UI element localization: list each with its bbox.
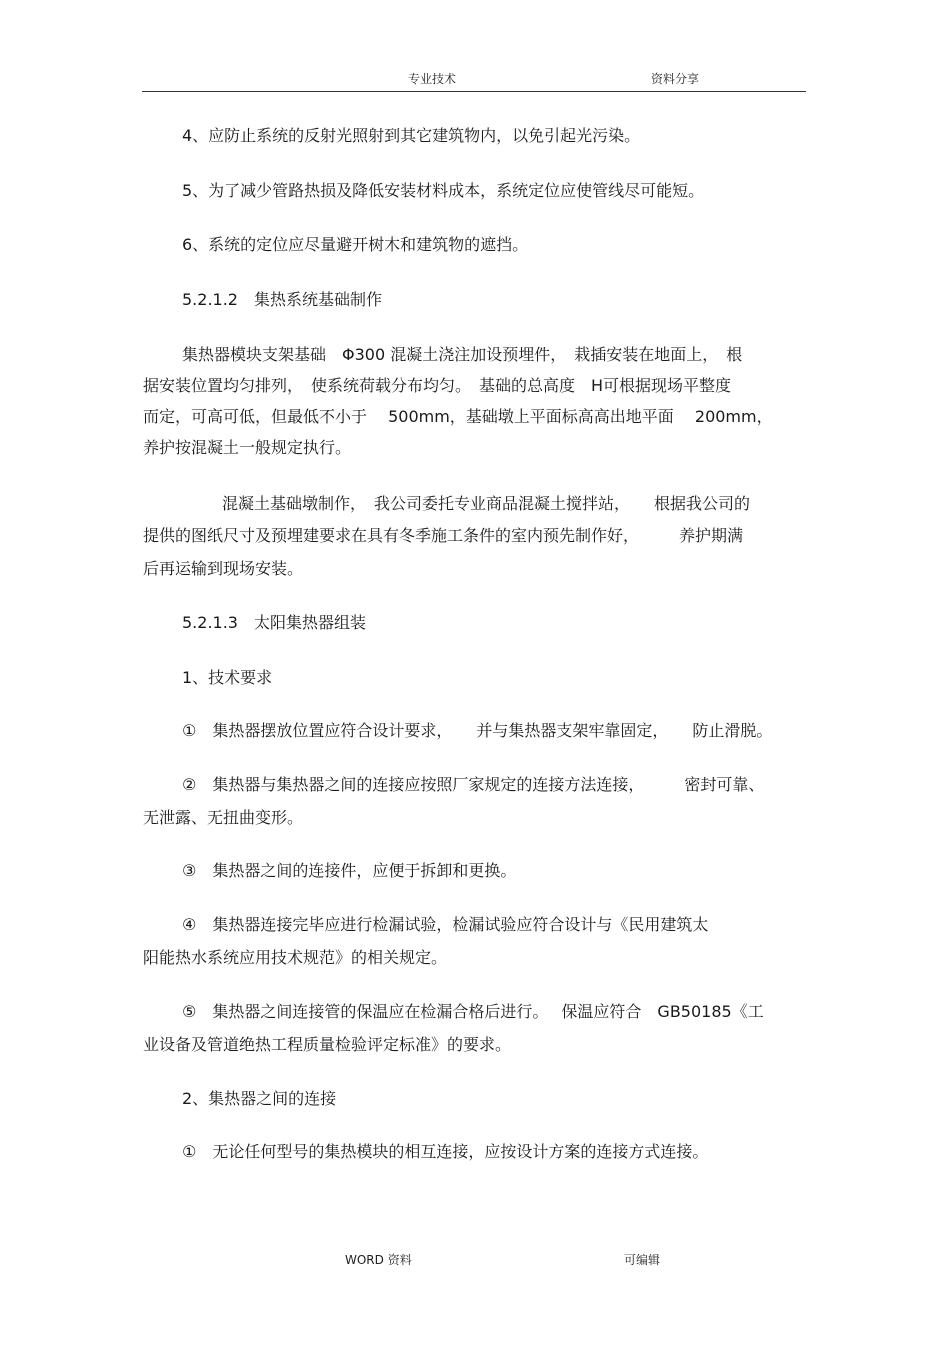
paragraph-foundation-line-2: 据安装位置均匀排列， 使系统荷载分布均匀。 基础的总高度 H可根据现场平整度 (143, 376, 732, 395)
header-right: 资料分享 (651, 72, 700, 86)
section-heading-5-2-1-2: 5.2.1.2 集热系统基础制作 (182, 290, 382, 309)
footer-left: WORD 资料 (345, 1253, 412, 1267)
requirement-1: ① 集热器摆放位置应符合设计要求， 并与集热器支架牢靠固定， 防止滑脱。 (182, 721, 773, 740)
subheading-collector-connection: 2、集热器之间的连接 (182, 1089, 337, 1108)
requirement-5-line-2: 业设备及管道绝热工程质量检验评定标准》的要求。 (143, 1035, 512, 1054)
header-divider (142, 91, 806, 92)
paragraph-pier-line-3: 后再运输到现场安装。 (143, 559, 304, 578)
connection-item-1: ① 无论任何型号的集热模块的相互连接，应按设计方案的连接方式连接。 (182, 1142, 709, 1161)
header-left: 专业技术 (408, 72, 457, 86)
paragraph-foundation-line-4: 养护按混凝土一般规定执行。 (143, 438, 352, 457)
paragraph-foundation-line-3: 而定，可高可低，但最低不小于 500mm，基础墩上平面标高高出地平面 200mm， (143, 407, 773, 426)
requirement-4-line-2: 阳能热水系统应用技术规范》的相关规定。 (143, 948, 448, 967)
requirement-2-line-1: ② 集热器与集热器之间的连接应按照厂家规定的连接方法连接， 密封可靠、 (182, 775, 765, 794)
footer-right: 可编辑 (624, 1253, 661, 1267)
section-heading-5-2-1-3: 5.2.1.3 太阳集热器组装 (182, 613, 366, 632)
requirement-5-line-1: ⑤ 集热器之间连接管的保温应在检漏合格后进行。 保温应符合 GB50185《工 (182, 1002, 764, 1021)
subheading-technical-requirements: 1、技术要求 (182, 668, 273, 687)
paragraph-pier-line-2: 提供的图纸尺寸及预埋建要求在具有冬季施工条件的室内预先制作好， 养护期满 (143, 526, 744, 545)
paragraph-foundation-line-1: 集热器模块支架基础 Φ300 混凝土浇注加设预埋件， 栽插安装在地面上， 根 (182, 345, 743, 364)
item-4: 4、应防止系统的反射光照射到其它建筑物内，以免引起光污染。 (182, 126, 641, 145)
item-5: 5、为了减少管路热损及降低安装材料成本，系统定位应使管线尽可能短。 (182, 181, 705, 200)
paragraph-pier-line-1: 混凝土基础墩制作， 我公司委托专业商品混凝土搅拌站， 根据我公司的 (222, 494, 751, 513)
item-6: 6、系统的定位应尽量避开树木和建筑物的遮挡。 (182, 235, 529, 254)
requirement-4-line-1: ④ 集热器连接完毕应进行检漏试验，检漏试验应符合设计与《民用建筑太 (182, 915, 709, 934)
requirement-2-line-2: 无泄露、无扭曲变形。 (143, 808, 304, 827)
requirement-3: ③ 集热器之间的连接件，应便于拆卸和更换。 (182, 861, 517, 880)
